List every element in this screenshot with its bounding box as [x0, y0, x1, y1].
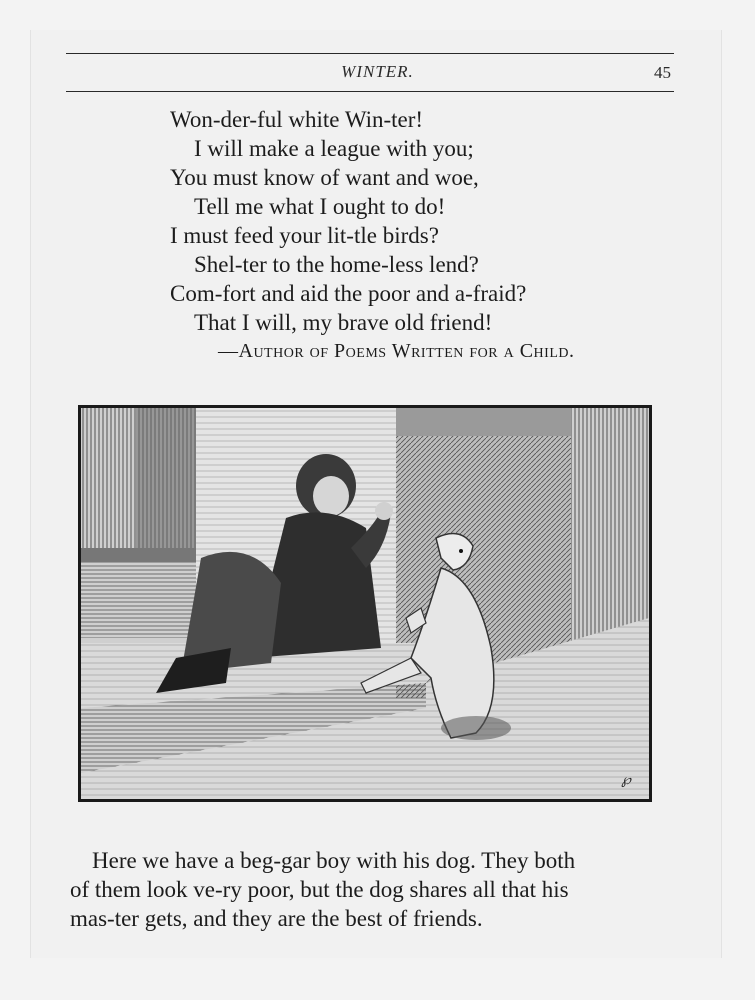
poem-attribution: —Author of Poems Written for a Child. — [218, 340, 575, 362]
page-number: 45 — [654, 63, 671, 82]
beggar-boy-and-dog-illustration — [78, 405, 652, 802]
poem-line: That I will, my brave old friend! — [194, 310, 493, 335]
header-rule-bottom — [66, 91, 674, 92]
artist-monogram: ℘ — [621, 773, 631, 788]
caption-line: of them look ve-ry poor, but the dog shares all that his — [70, 877, 569, 902]
caption-line: mas-ter gets, and they are the best of friends. — [70, 906, 483, 931]
poem-line: I must feed your lit-tle birds? — [170, 223, 439, 248]
running-title: WINTER. — [341, 62, 414, 81]
poem-line: Shel-ter to the home-less lend? — [194, 252, 479, 277]
poem-line: Tell me what I ought to do! — [194, 194, 446, 219]
poem-line: Com-fort and aid the poor and a-fraid? — [170, 281, 527, 306]
caption-paragraph — [70, 846, 682, 933]
header-rule-top — [66, 53, 674, 54]
poem — [170, 105, 690, 366]
poem-line: Won-der-ful white Win-ter! — [170, 107, 424, 132]
poem-line: You must know of want and woe, — [170, 165, 479, 190]
poem-line: I will make a league with you; — [194, 136, 474, 161]
engraving-image — [81, 408, 649, 799]
caption-line: Here we have a beg-gar boy with his dog. They both — [92, 848, 576, 873]
